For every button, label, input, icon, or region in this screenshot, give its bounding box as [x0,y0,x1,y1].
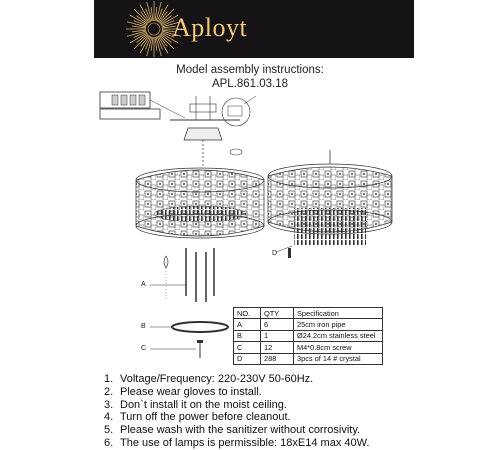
label-c: C [141,345,147,352]
steel-ring [150,322,228,332]
note-number: 4. [104,411,114,424]
list-item [104,399,369,412]
note-text: Please wash with the sanitizer without corrosivity. [120,424,361,437]
assembled-lamp [268,150,392,258]
cell: 1 [261,330,294,341]
note-text: Voltage/Frequency: 220-230V 50-60Hz. [120,373,314,385]
list-item [104,386,369,399]
table-row [234,342,383,353]
note-text: The use of lamps is permissible: 18xE14 max 40W. [120,436,370,449]
exploded-shade [136,168,264,238]
list-item [104,373,369,386]
cell: 288 [261,353,294,364]
cell: 6 [261,319,294,330]
cell: 12 [261,342,294,353]
note-text: Please wear gloves to install. [120,385,262,398]
cell: D [234,353,261,364]
ceiling-mount [170,96,256,166]
label-a: A [141,281,146,288]
cell: A [234,319,261,330]
cell: 25cm iron pipe [294,319,383,330]
cell: C [234,342,261,353]
cell: Ø24.2cm stainless steel [294,330,383,341]
label-b: B [141,323,146,330]
header-qty: QTY [261,308,294,319]
instruction-notes [104,373,369,450]
label-d: D [272,250,278,257]
brand-name: Aployt [172,13,248,42]
spec-table [233,307,383,365]
table-row [234,353,383,364]
table-header-row [234,308,383,319]
header-spec: Specification [294,308,383,319]
list-item [104,437,369,450]
note-number: 5. [104,424,114,437]
cell: B [234,330,261,341]
terminal-block [100,92,185,119]
table-row [234,319,383,330]
note-text: Turn off the power before cleanout. [120,411,291,424]
header-no: NO. [234,308,261,319]
note-text: Don`t install it on the moist ceiling. [120,398,287,411]
note-number: 1. [104,373,114,385]
iron-pipes [150,248,214,302]
list-item [104,424,369,437]
note-number: 6. [104,436,114,449]
doc-title: Model assembly instructions: [176,64,324,76]
table-row [234,330,383,341]
note-number: 2. [104,385,114,398]
model-number: APL.861.03.18 [211,78,289,90]
list-item [104,411,369,424]
cell: 3pcs of 14 # crystal [294,353,383,364]
screw [150,340,203,358]
cell: M4*0.8cm screw [294,342,383,353]
note-number: 3. [104,398,114,411]
